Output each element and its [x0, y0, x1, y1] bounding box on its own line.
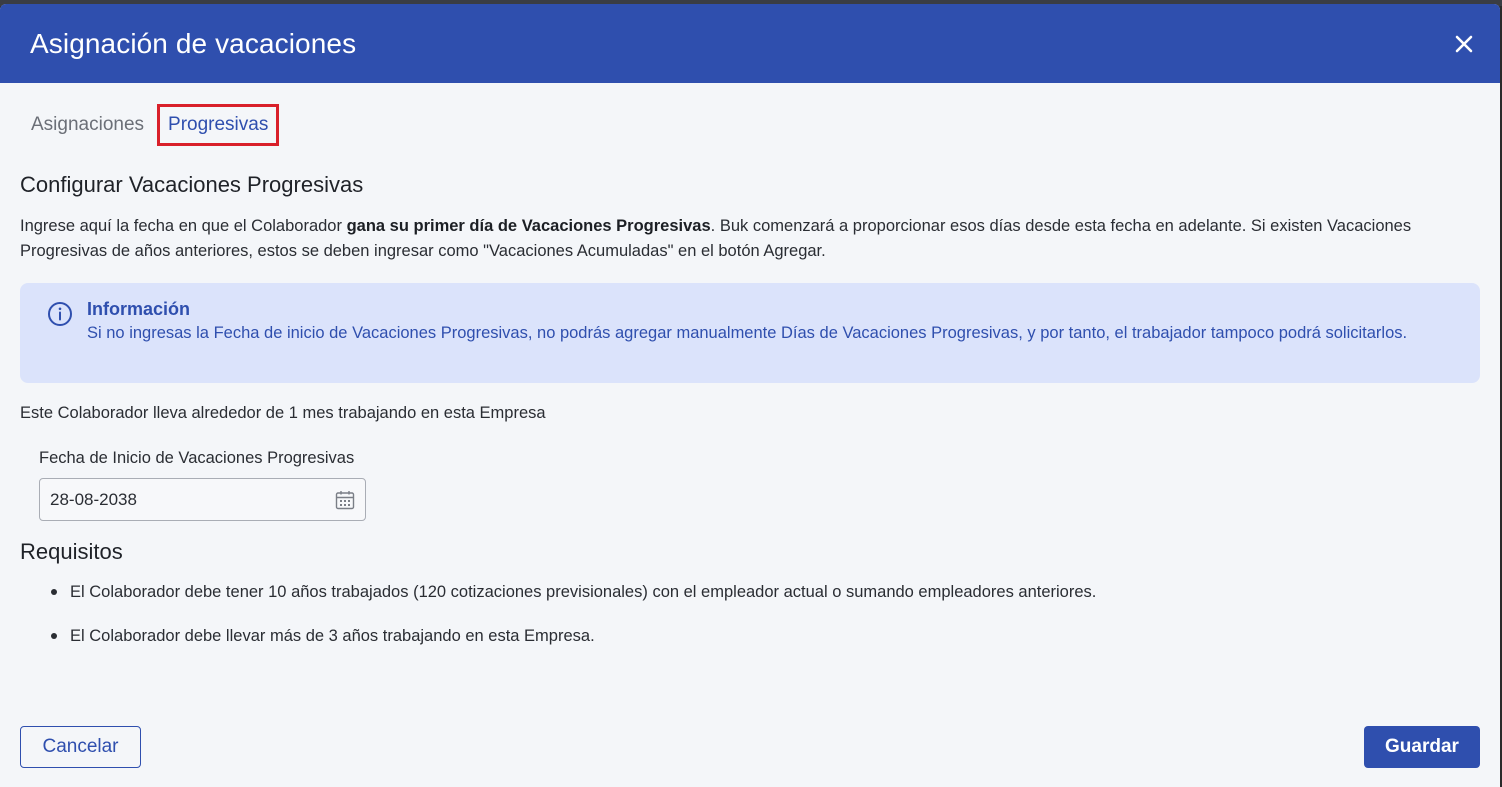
intro-text-part1: Ingrese aquí la fecha en que el Colaborador [20, 217, 347, 235]
start-date-value[interactable]: 28-08-2038 [50, 489, 137, 509]
tab-asignaciones[interactable]: Asignaciones [31, 114, 145, 135]
info-icon [47, 301, 73, 327]
tab-bar [20, 104, 279, 146]
cancel-button[interactable]: Cancelar [20, 726, 141, 768]
calendar-icon[interactable] [335, 490, 355, 510]
requirements-list [20, 580, 1096, 668]
section-title: Configurar Vacaciones Progresivas [20, 172, 364, 197]
info-title: Información [87, 299, 191, 319]
requirement-item: El Colaborador debe llevar más de 3 años trabajando en esta Empresa. [20, 624, 1096, 668]
requirements-title: Requisitos [20, 539, 123, 564]
modal-header [0, 4, 1500, 83]
modal-title: Asignación de vacaciones [30, 27, 357, 59]
requirement-item: El Colaborador debe tener 10 años trabajados (120 cotizaciones previsionales) con el empleador actual o sumando empleadores anteriores. [20, 580, 1096, 624]
intro-text [20, 214, 1480, 264]
date-field-label: Fecha de Inicio de Vacaciones Progresivas [39, 449, 355, 467]
tenure-text: Este Colaborador lleva alrededor de 1 mes trabajando en esta Empresa [20, 404, 546, 422]
intro-text-bold: gana su primer día de Vacaciones Progresivas [346, 217, 711, 235]
close-button[interactable] [1450, 30, 1478, 58]
save-button[interactable]: Guardar [1364, 726, 1480, 768]
info-alert [20, 283, 1480, 383]
close-icon [1455, 35, 1473, 53]
start-date-input[interactable] [39, 478, 366, 521]
intro-text-part2: . Buk comenzará a proporcionar esos días desde esta fecha en adelante. Si existen Vacaciones Progresivas de años anteriores, estos se deben ingresar como "Vacaciones Acumuladas" en el botón Agregar. [20, 217, 1412, 260]
tab-progresivas[interactable]: Progresivas [157, 104, 279, 146]
info-text: Si no ingresas la Fecha de inicio de Vacaciones Progresivas, no podrás agregar manualmente Días de Vacaciones Progresivas, y por tanto, el trabajador tampoco podrá solicitarlos. [87, 324, 1408, 342]
vacation-assignment-modal [0, 4, 1500, 787]
